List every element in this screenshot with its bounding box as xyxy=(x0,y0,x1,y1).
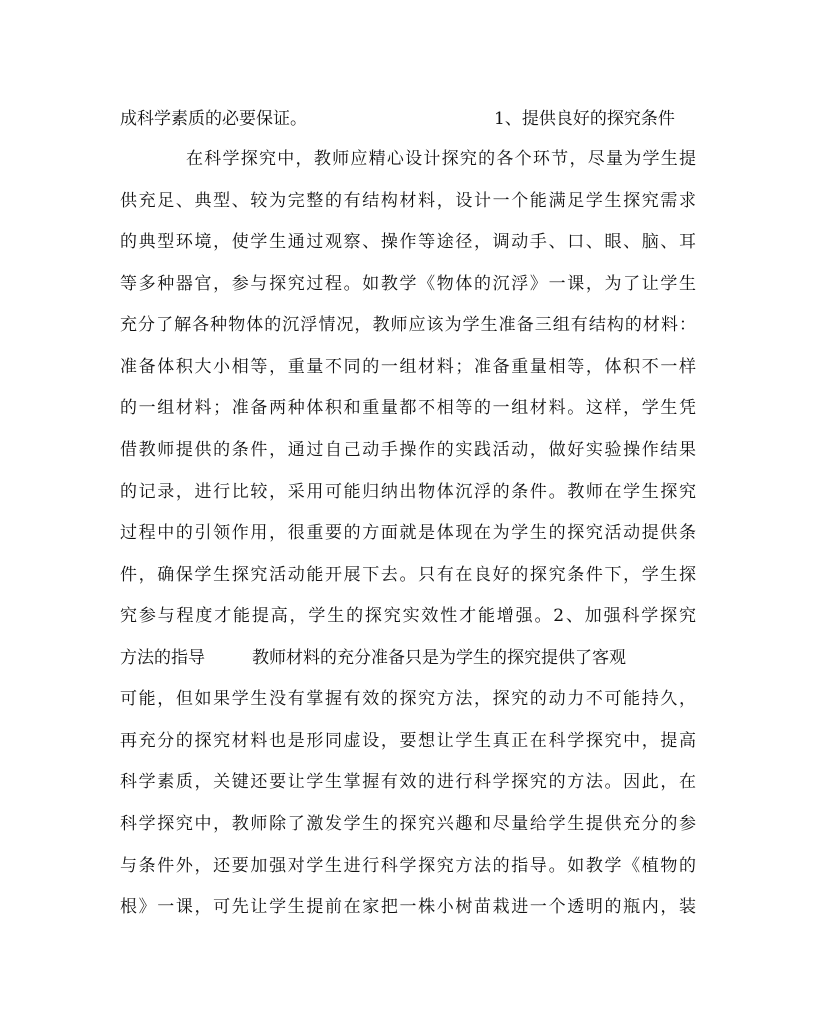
line-14-right-text: 教师材料的充分准备只是为学生的探究提供了客观 xyxy=(252,648,626,668)
text-line-1 xyxy=(120,104,696,134)
section-heading-1: 1、提供良好的探究条件 xyxy=(494,109,675,129)
line-1-left-text: 成科学素质的必要保证。 xyxy=(120,109,307,129)
text-line-10: 的记录，进行比较，采用可能归纳出物体沉浮的条件。教师在学生探究 xyxy=(120,482,696,502)
text-line-20: 根》一课，可先让学生提前在家把一株小树苗栽进一个透明的瓶内，装 xyxy=(120,897,696,917)
text-line-16: 再充分的探究材料也是形同虚设，要想让学生真正在科学探究中，提高 xyxy=(120,731,696,751)
text-line-2: 在科学探究中，教师应精心设计探究的各个环节，尽量为学生提 xyxy=(186,149,696,169)
text-line-6: 充分了解各种物体的沉浮情况，教师应该为学生准备三组有结构的材料： xyxy=(120,315,696,335)
text-line-12: 件，确保学生探究活动能开展下去。只有在良好的探究条件下，学生探 xyxy=(120,565,696,585)
text-line-5: 等多种器官，参与探究过程。如教学《物体的沉浮》一课，为了让学生 xyxy=(120,274,696,294)
text-line-17: 科学素质，关键还要让学生掌握有效的进行科学探究的方法。因此，在 xyxy=(120,772,696,792)
text-line-8: 的一组材料；准备两种体积和重量都不相等的一组材料。这样，学生凭 xyxy=(120,398,696,418)
text-line-13: 究参与程度才能提高，学生的探究实效性才能增强。2、加强科学探究 xyxy=(120,606,696,626)
text-line-7: 准备体积大小相等，重量不同的一组材料；准备重量相等，体积不一样 xyxy=(120,357,696,377)
text-line-19: 与条件外，还要加强对学生进行科学探究方法的指导。如教学《植物的 xyxy=(120,856,696,876)
text-line-9: 借教师提供的条件，通过自己动手操作的实践活动，做好实验操作结果 xyxy=(120,440,696,460)
text-line-4: 的典型环境，使学生通过观察、操作等途径，调动手、口、眼、脑、耳 xyxy=(120,232,696,252)
text-line-18: 科学探究中，教师除了激发学生的探究兴趣和尽量给学生提供充分的参 xyxy=(120,814,696,834)
text-line-14 xyxy=(120,643,696,673)
text-line-3: 供充足、典型、较为完整的有结构材料，设计一个能满足学生探究需求 xyxy=(120,191,696,211)
text-line-11: 过程中的引领作用，很重要的方面就是体现在为学生的探究活动提供条 xyxy=(120,523,696,543)
text-line-15: 可能，但如果学生没有掌握有效的探究方法，探究的动力不可能持久， xyxy=(120,689,696,709)
section-heading-2-end: 方法的指导 xyxy=(120,648,205,668)
